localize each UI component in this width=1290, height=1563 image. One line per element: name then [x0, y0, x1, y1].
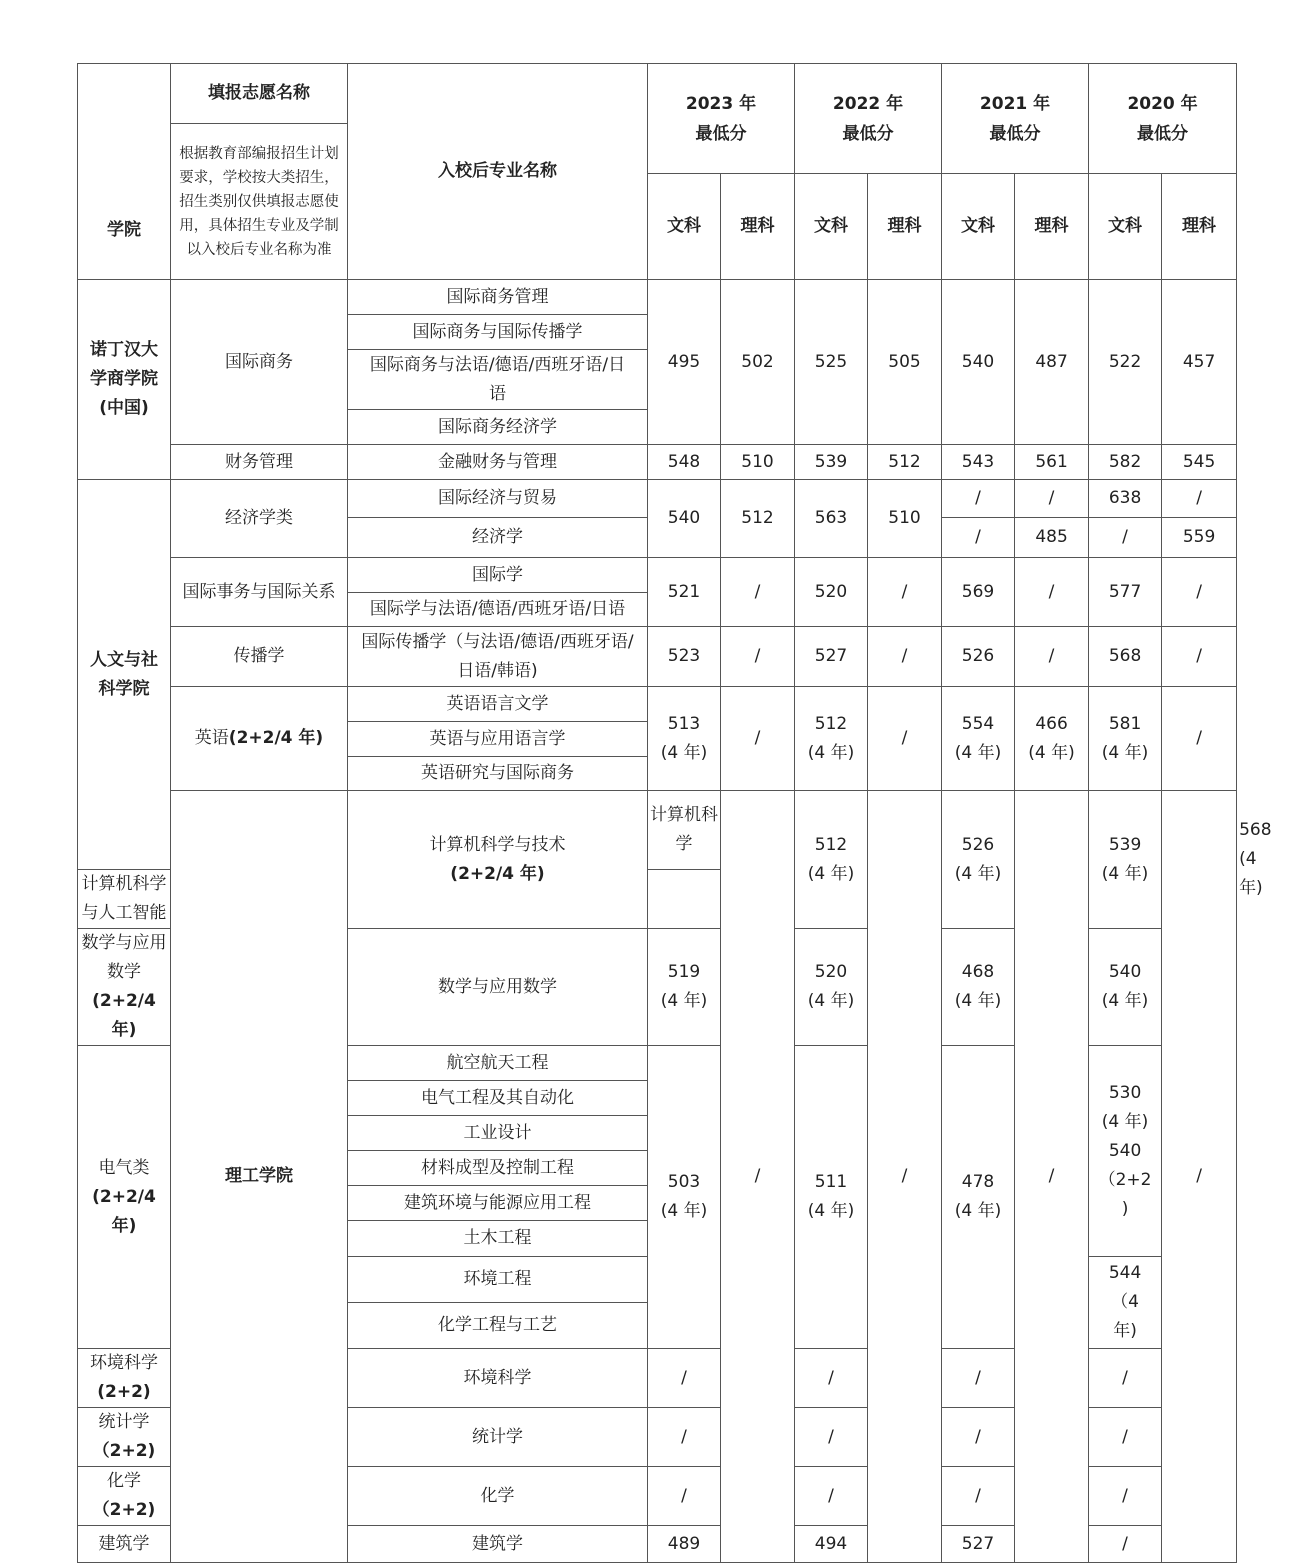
year-2020: 2020 年 [1127, 93, 1198, 114]
score-value: 468 [961, 962, 995, 982]
header-college: 学院 [78, 64, 171, 280]
score-comm-2022-arts: 527 [795, 627, 868, 687]
score-note: (4 年) [1101, 742, 1149, 763]
group-elec-suffix: (2+2/4 年) [92, 1186, 156, 1236]
year-2021: 2021 年 [979, 93, 1051, 114]
score-english-2020-arts [1089, 687, 1162, 791]
major-chem-eng: 化学工程与工艺 [348, 1303, 648, 1349]
header-science-2022: 理科 [868, 174, 942, 280]
score-english-2023-arts [648, 687, 721, 791]
group-economics: 经济学类 [171, 480, 348, 558]
score-intl-affairs-2022-arts: 520 [795, 558, 868, 627]
score-finance-2022-arts: 539 [795, 445, 868, 480]
score-math-2020-science [1089, 929, 1162, 1046]
score-chem-2022-science: / [795, 1467, 868, 1526]
score-intl-affairs-2021-science: / [1015, 558, 1089, 627]
score-intl-business-2020-science: 457 [1162, 280, 1237, 445]
score-env-2022-science: / [795, 1349, 868, 1408]
score-line: （2+2 [1098, 1169, 1152, 1190]
score-finance-2021-arts: 543 [942, 445, 1015, 480]
score-env-2023-science: / [648, 1349, 721, 1408]
header-apply-name: 填报志愿名称 [171, 64, 348, 124]
college-business: 诺丁汉大学商学院(中国) [78, 280, 171, 480]
score-stat-2023-science: / [648, 1408, 721, 1467]
major-intl-business-econ: 国际商务经济学 [348, 410, 648, 445]
major-intl-business-comm: 国际商务与国际传播学 [348, 315, 648, 350]
score-science-2021-arts: / [1015, 791, 1089, 1563]
score-note: (4 年) [660, 742, 708, 763]
major-building-env: 建筑环境与能源应用工程 [348, 1186, 648, 1221]
header-science-2021: 理科 [1015, 174, 1089, 280]
score-table-sheet [77, 63, 1272, 1563]
group-cs [348, 791, 648, 929]
major-math: 数学与应用数学 [348, 929, 648, 1046]
score-cs-2023-science [795, 791, 868, 929]
score-note: (4 年) [807, 863, 855, 884]
major-ind-design: 工业设计 [348, 1116, 648, 1151]
score-elec-2021-science [942, 1046, 1015, 1349]
major-intl-studies-lang: 国际学与法语/德语/西班牙语/日语 [348, 593, 648, 627]
score-intl-affairs-2021-arts: 569 [942, 558, 1015, 627]
score-note: (4 年) [660, 991, 708, 1011]
group-env [78, 1349, 171, 1408]
major-economics: 经济学 [348, 518, 648, 558]
score-elec-2020-science-b [1089, 1257, 1162, 1349]
score-elec-2022-science [795, 1046, 868, 1349]
group-chem [78, 1467, 171, 1526]
score-english-2022-science: / [868, 687, 942, 791]
score-line: 年) [1113, 1321, 1137, 1341]
major-intl-business-lang: 国际商务与法语/德语/西班牙语/日语 [348, 350, 648, 410]
score-elec-2020-science-a [1089, 1046, 1162, 1257]
group-english [171, 687, 348, 791]
score-arch-2020-science: / [1089, 1526, 1162, 1563]
score-chem-2023-science: / [648, 1467, 721, 1526]
score-science-2022-arts: / [868, 791, 942, 1563]
major-env-eng: 环境工程 [348, 1257, 648, 1303]
score-elec-2023-science [648, 1046, 721, 1349]
score-econ-2020-science: 559 [1162, 518, 1237, 558]
college-science: 理工学院 [171, 791, 348, 1563]
group-stat-suffix: （2+2) [92, 1441, 156, 1461]
year-2022: 2022 年 [832, 93, 904, 114]
score-note: (4 年) [954, 742, 1002, 763]
group-stat [78, 1408, 171, 1467]
score-comm-2020-arts: 568 [1089, 627, 1162, 687]
score-intl-affairs-2023-arts: 521 [648, 558, 721, 627]
score-value: 554 [961, 713, 995, 734]
score-line: 540 [1108, 1140, 1142, 1161]
group-arch: 建筑学 [78, 1526, 171, 1563]
score-intl-affairs-2023-science: / [721, 558, 795, 627]
header-major-name: 入校后专业名称 [348, 64, 648, 280]
major-intl-econ-trade: 国际经济与贸易 [348, 480, 648, 518]
score-finance-2020-science: 545 [1162, 445, 1237, 480]
score-science-2020-arts: / [1162, 791, 1237, 1563]
score-intl-affairs-2020-arts: 577 [1089, 558, 1162, 627]
score-finance-2022-science: 512 [868, 445, 942, 480]
score-econ-trade-2020-science: / [1162, 480, 1237, 518]
score-chem-2020-science: / [1089, 1467, 1162, 1526]
score-econ-2020-arts: / [1089, 518, 1162, 558]
year-2022-label: 最低分 [842, 123, 894, 144]
group-chem-name: 化学 [107, 1471, 141, 1491]
score-note: (4 年) [954, 863, 1002, 884]
header-arts-2020: 文科 [1089, 174, 1162, 280]
group-elec-name: 电气类 [98, 1157, 150, 1178]
score-line: （4 [1111, 1292, 1139, 1312]
score-intl-affairs-2020-science: / [1162, 558, 1237, 627]
score-note: (4 年) [1101, 863, 1149, 884]
score-econ-trade-2021-arts: / [942, 480, 1015, 518]
score-english-2023-science: / [721, 687, 795, 791]
score-value: 581 [1108, 713, 1142, 734]
major-intl-business-mgmt: 国际商务管理 [348, 280, 648, 315]
year-2023-label: 最低分 [695, 123, 747, 144]
score-finance-2023-science: 510 [721, 445, 795, 480]
major-eng-applied: 英语与应用语言学 [348, 722, 648, 757]
score-stat-2022-science: / [795, 1408, 868, 1467]
year-2020-label: 最低分 [1137, 123, 1189, 144]
score-english-2020-science: / [1162, 687, 1237, 791]
score-note: (4 年) [660, 1201, 708, 1221]
major-finance: 金融财务与管理 [348, 445, 648, 480]
score-note: (4 年) [807, 1201, 855, 1221]
score-value: 539 [1108, 834, 1142, 855]
score-intl-business-2022-science: 505 [868, 280, 942, 445]
score-comm-2022-science: / [868, 627, 942, 687]
header-arts-2021: 文科 [942, 174, 1015, 280]
score-value: 513 [667, 713, 701, 734]
group-math-name: 数学与应用数学 [81, 933, 167, 982]
score-intl-business-2020-arts: 522 [1089, 280, 1162, 445]
score-intl-business-2021-arts: 540 [942, 280, 1015, 445]
group-elec [78, 1046, 171, 1349]
score-arch-2023-science: 489 [648, 1526, 721, 1563]
score-science-2023-arts: / [721, 791, 795, 1563]
score-env-2021-science: / [942, 1349, 1015, 1408]
major-aero: 航空航天工程 [348, 1046, 648, 1081]
score-arch-2021-science: 527 [942, 1526, 1015, 1563]
major-cs: 计算机科学 [648, 791, 721, 870]
score-note: (4 年) [954, 991, 1002, 1011]
header-year-2023 [648, 64, 795, 174]
header-year-2020 [1089, 64, 1237, 174]
score-line: 544 [1108, 1263, 1142, 1283]
score-value: 526 [961, 834, 995, 855]
major-intl-studies: 国际学 [348, 558, 648, 593]
major-env-sci: 环境科学 [348, 1349, 648, 1408]
score-value: 511 [814, 1172, 848, 1192]
score-cs-2021-science [1089, 791, 1162, 929]
score-value: 512 [814, 834, 848, 855]
major-arch: 建筑学 [348, 1526, 648, 1563]
major-materials: 材料成型及控制工程 [348, 1151, 648, 1186]
group-cs-suffix: (2+2/4 年) [450, 863, 545, 884]
score-comm-2021-science: / [1015, 627, 1089, 687]
group-env-suffix: (2+2) [97, 1382, 151, 1402]
group-intl-business: 国际商务 [171, 280, 348, 445]
major-civil: 土木工程 [348, 1221, 648, 1257]
score-line: 530 [1108, 1082, 1142, 1103]
group-cs-name: 计算机科学与技术 [429, 834, 566, 855]
score-econ-trade-2020-arts: 638 [1089, 480, 1162, 518]
score-math-2022-science [795, 929, 868, 1046]
score-english-2021-arts [942, 687, 1015, 791]
score-econ-2021-arts: / [942, 518, 1015, 558]
group-intl-affairs: 国际事务与国际关系 [171, 558, 348, 627]
score-intl-business-2023-arts: 495 [648, 280, 721, 445]
score-value: 466 [1035, 713, 1068, 734]
score-economics-2023-science: 512 [721, 480, 795, 558]
score-math-2021-science [942, 929, 1015, 1046]
score-value: 520 [814, 962, 848, 982]
header-science-2020: 理科 [1162, 174, 1237, 280]
score-comm-2020-science: / [1162, 627, 1237, 687]
header-arts-2022: 文科 [795, 174, 868, 280]
score-env-2020-science: / [1089, 1349, 1162, 1408]
header-arts-2023: 文科 [648, 174, 721, 280]
score-economics-2023-arts: 540 [648, 480, 721, 558]
header-year-2021 [942, 64, 1089, 174]
year-2021-label: 最低分 [989, 123, 1041, 144]
group-math [78, 929, 171, 1046]
group-english-name: 英语 [194, 728, 229, 748]
major-chem: 化学 [348, 1467, 648, 1526]
score-value: 540 [1108, 962, 1142, 982]
major-intl-comm: 国际传播学（与法语/德语/西班牙语/日语/韩语) [348, 627, 648, 687]
major-stat: 统计学 [348, 1408, 648, 1467]
year-2023: 2023 年 [685, 93, 757, 114]
score-intl-business-2021-science: 487 [1015, 280, 1089, 445]
score-econ-2021-science: 485 [1015, 518, 1089, 558]
score-economics-2022-arts: 563 [795, 480, 868, 558]
score-line: (4 年) [1101, 1111, 1149, 1132]
score-english-2022-arts [795, 687, 868, 791]
score-comm-2023-arts: 523 [648, 627, 721, 687]
major-eng-lit: 英语语言文学 [348, 687, 648, 722]
header-year-2022 [795, 64, 942, 174]
group-math-suffix: (2+2/4 年) [92, 991, 156, 1040]
admission-score-table: 学院 填报志愿名称 入校后专业名称 2023 年 最低分 2022 年 最低分 2021 年 最低分 2020 年 最低分 根据教育部编报招生计划要求，学校按大类招生，招生类别仅供填报志愿使用，具体招生专业及学制以入校后专业名称为准 文科 理科 文科 理科 文科 理科 文科 理科 诺丁汉大学商学院(中国) 国际商务 国际商务管理 495 502 525 505 540 487 522 457 国际商务与国际传播学 国际商务与法语/德语/西班牙语/日语 国际商务经济学 财务管理 金融财务与管理 548 510 539 512 543 561 582 545 人文与社科学院 经济学类 国际经济与贸易 540 512 563 510 / / 638 / 经济学 / 485 / 559 国际事务与国际关系 国际学 521 / 520 / 569 / 577 / 国际学与法语/德语/西班牙语/日语 传播学 国际传播学（与法语/德语/西班牙语/日语/韩语) 523 / 527 / 526 / 568 / 英语(2+2/4 年) 英语语言文学 513 (4 年) / 512 (4 年) / 554 (4 年) 466 (4 年) 581 (4 年) / 英语与应用语言学 英语研究与国际商务 理工学院 计算机科学与技术 (2+2/4 年) 计算机科学 / 512 (4 年) / 526 (4 年) / 539 (4 年) / 568 (4 年) 计算机科学与人工智能 数学与应用数学 (2+2/4 年) 数学与应用数学 519 (4 年) 520 (4 年) 468 (4 年) 540 (4 年) 电气类 (2+2/4 年) 航空航天工程 503 (4 年) 511 (4 年) 478 (4 年) 530 (4 年) 540 （2+2 ) 电气工程及其自动化 工业设计 材料成型及控制工程 建筑环境与能源应用工程 土木工程 环境工程 544 （4 年) 化学工程与工艺 环境科学(2+2) 环境科学 / / / / 统计学（2+2) 统计学 / / / / 化学（2+2) 化学 / / / / 建筑学 建筑学 489 494 527 / [77, 63, 1237, 1563]
score-value: 512 [814, 713, 848, 734]
group-finance: 财务管理 [171, 445, 348, 480]
score-intl-affairs-2022-science: / [868, 558, 942, 627]
score-intl-business-2022-arts: 525 [795, 280, 868, 445]
score-intl-business-2023-science: 502 [721, 280, 795, 445]
score-note: (4 年) [1101, 991, 1149, 1011]
score-stat-2020-science: / [1089, 1408, 1162, 1467]
header-science-2023: 理科 [721, 174, 795, 280]
major-eng-intl-business: 英语研究与国际商务 [348, 757, 648, 791]
score-value: 478 [961, 1172, 995, 1192]
score-value: 519 [667, 962, 701, 982]
score-note: (4 年) [954, 1201, 1002, 1221]
score-arch-2022-science: 494 [795, 1526, 868, 1563]
score-economics-2022-science: 510 [868, 480, 942, 558]
college-humanities: 人文与社科学院 [78, 480, 171, 870]
score-note: (4 年) [807, 991, 855, 1011]
header-apply-note: 根据教育部编报招生计划要求，学校按大类招生，招生类别仅供填报志愿使用，具体招生专业及学制以入校后专业名称为准 [171, 124, 348, 280]
score-finance-2023-arts: 548 [648, 445, 721, 480]
score-math-2023-science [648, 929, 721, 1046]
score-comm-2023-science: / [721, 627, 795, 687]
score-line: ) [1121, 1198, 1129, 1219]
score-note: (4 年) [1028, 742, 1075, 763]
score-value: 503 [667, 1172, 701, 1192]
score-econ-trade-2021-science: / [1015, 480, 1089, 518]
group-english-suffix: (2+2/4 年) [228, 728, 324, 748]
score-finance-2021-science: 561 [1015, 445, 1089, 480]
score-finance-2020-arts: 582 [1089, 445, 1162, 480]
score-english-2021-science [1015, 687, 1089, 791]
major-elec-eng: 电气工程及其自动化 [348, 1081, 648, 1116]
major-cs-ai: 计算机科学与人工智能 [78, 870, 171, 929]
group-chem-suffix: （2+2) [92, 1500, 156, 1520]
score-cs-2022-science [942, 791, 1015, 929]
score-comm-2021-arts: 526 [942, 627, 1015, 687]
group-stat-name: 统计学 [98, 1412, 150, 1432]
score-chem-2021-science: / [942, 1467, 1015, 1526]
score-stat-2021-science: / [942, 1408, 1015, 1467]
score-note: (4 年) [807, 742, 855, 763]
group-env-name: 环境科学 [90, 1353, 158, 1373]
group-communication: 传播学 [171, 627, 348, 687]
